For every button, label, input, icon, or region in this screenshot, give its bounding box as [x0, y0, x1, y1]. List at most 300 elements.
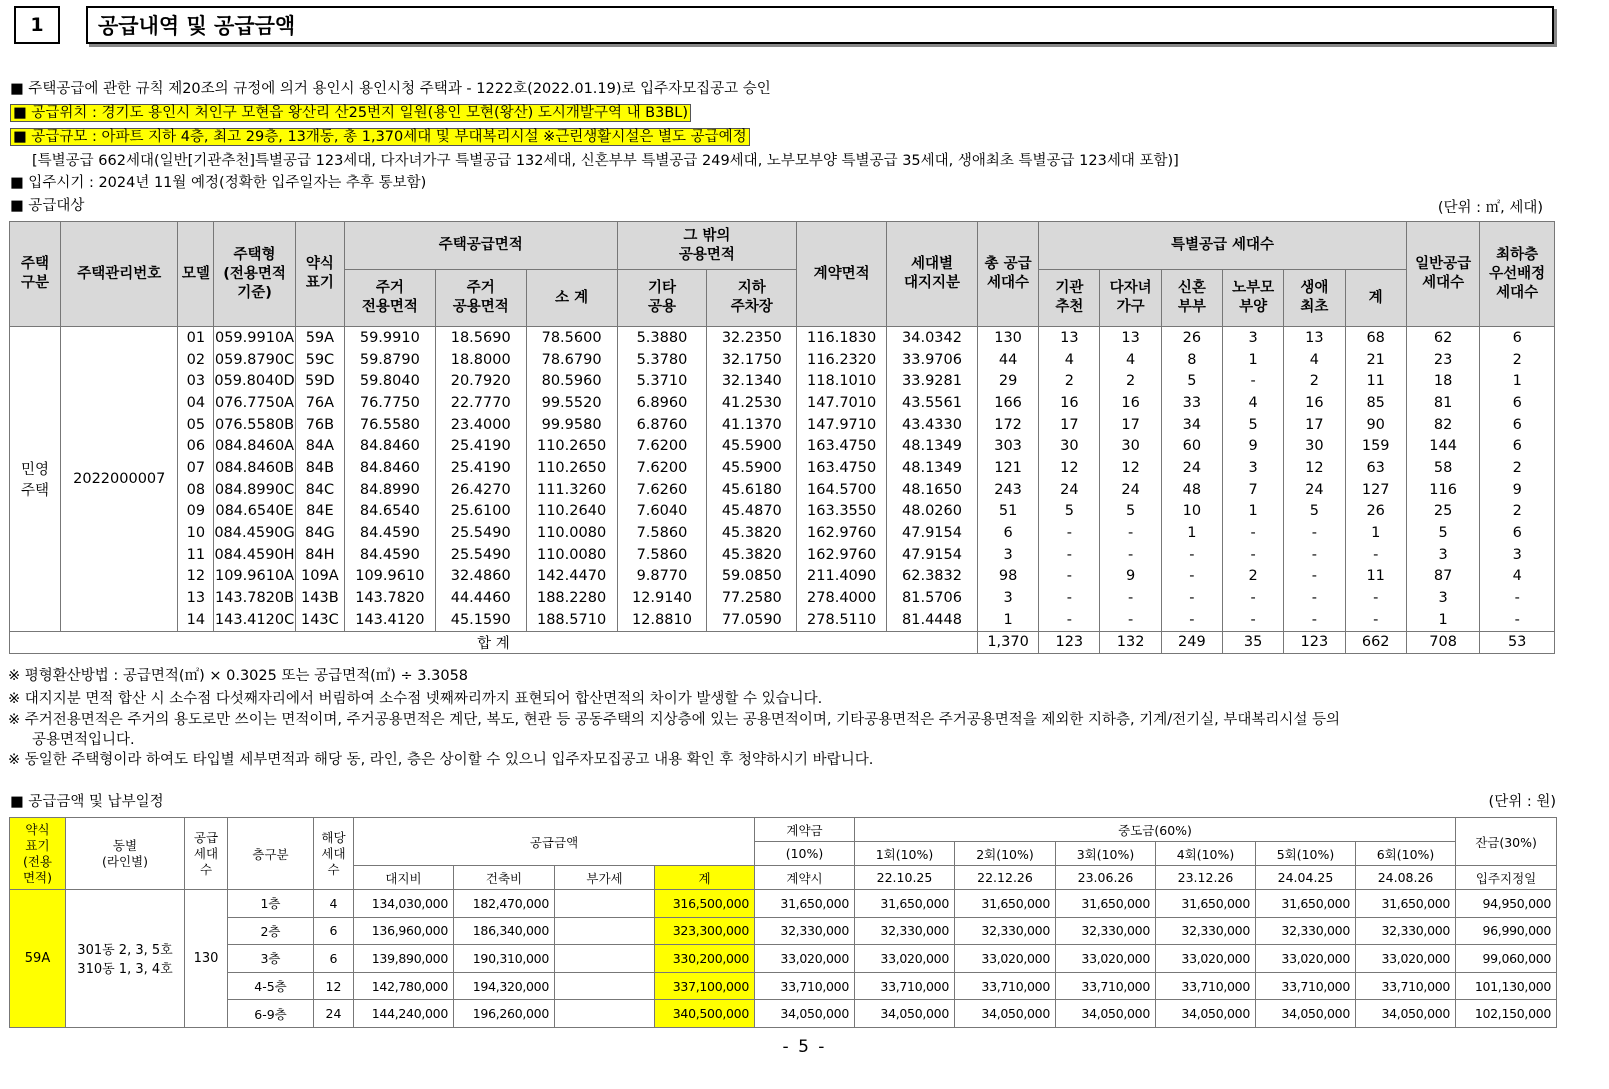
price-cell: 139,890,000	[354, 945, 454, 973]
unit-label-price: (단위 : 원)	[1488, 794, 1556, 810]
table-cell: 2	[1480, 457, 1555, 479]
table-cell: 76.7750	[344, 392, 435, 414]
table-cell: 59A	[295, 327, 344, 349]
table-cell: 59C	[295, 349, 344, 371]
table-cell: 33.9706	[887, 349, 978, 371]
table-cell: 143.4120	[344, 609, 435, 631]
price-col-abbr: 약식 표기 (전용 면적)	[10, 818, 66, 890]
table-cell: 12.8810	[617, 609, 707, 631]
price-col-d4: 23.12.26	[1156, 866, 1256, 890]
table-cell: -	[1345, 609, 1406, 631]
table-cell: 07	[178, 457, 214, 479]
table-cell: 47.9154	[887, 522, 978, 544]
price-cell: 102,150,000	[1456, 1000, 1557, 1028]
table-cell: 4	[1480, 566, 1555, 588]
table-cell: 7	[1223, 479, 1284, 501]
note-confirm: ※ 동일한 주택형이라 하여도 타입별 세부면적과 해당 동, 라인, 층은 상이할 수 있으니 입주자모집공고 내용 확인 후 청약하시기 바랍니다.	[8, 752, 874, 768]
table-cell: -	[1223, 370, 1284, 392]
table-cell: -	[1100, 587, 1161, 609]
table-cell: 110.0080	[526, 544, 617, 566]
table-cell: 02	[178, 349, 214, 371]
table-cell: 9	[1100, 566, 1161, 588]
price-cell	[555, 890, 655, 918]
price-cell: 33,710,000	[1356, 972, 1456, 1000]
table-cell: 25.5490	[435, 544, 526, 566]
table-cell: 45.6180	[707, 479, 797, 501]
table-cell: 48.0260	[887, 501, 978, 523]
table-cell: 144	[1406, 435, 1480, 457]
table-cell: 1	[1406, 609, 1480, 631]
table-cell: 278.5110	[797, 609, 887, 631]
table-cell: 33	[1161, 392, 1222, 414]
table-cell: 48.1349	[887, 435, 978, 457]
location-line	[10, 103, 691, 123]
table-cell: 78.5600	[526, 327, 617, 349]
table-cell: 24	[1100, 479, 1161, 501]
price-col-m3: 3회(10%)	[1056, 842, 1156, 866]
table-cell: 14	[178, 609, 214, 631]
table-cell: 164.5700	[797, 479, 887, 501]
table-cell: 159	[1345, 435, 1406, 457]
price-col-deposit-pct: (10%)	[755, 842, 855, 866]
price-col-m5: 5회(10%)	[1256, 842, 1356, 866]
total-cell: 1,370	[977, 631, 1038, 654]
table-cell: 45.5900	[707, 435, 797, 457]
table-cell: 12	[1039, 457, 1100, 479]
table-cell: 23.4000	[435, 414, 526, 436]
table-row	[10, 457, 1555, 479]
table-cell: 12	[1100, 457, 1161, 479]
table-cell: 162.9760	[797, 522, 887, 544]
table-cell: 3	[1223, 457, 1284, 479]
col-other-common: 그 밖의 공용면적	[617, 222, 797, 270]
table-cell: 3	[977, 544, 1038, 566]
table-cell: 12.9140	[617, 587, 707, 609]
table-cell: 188.5710	[526, 609, 617, 631]
price-col-m2: 2회(10%)	[955, 842, 1056, 866]
table-cell: 06	[178, 435, 214, 457]
table-cell: -	[1284, 522, 1345, 544]
col-land-share: 세대별 대지지분	[887, 222, 978, 327]
table-cell: 24	[1039, 479, 1100, 501]
table-cell: 84A	[295, 435, 344, 457]
note-land-share: ※ 대지지분 면적 합산 시 소수점 다섯째자리에서 버림하여 소수점 넷째짜리까지 표현되어 합산면적의 차이가 발생할 수 있습니다.	[8, 691, 823, 707]
table-cell: 26	[1161, 327, 1222, 349]
price-cell: 34,050,000	[1056, 1000, 1156, 1028]
price-col-d1: 22.10.25	[855, 866, 955, 890]
price-cell: 186,340,000	[454, 917, 555, 945]
table-cell: 13	[1039, 327, 1100, 349]
scale-line	[10, 127, 750, 147]
table-cell: 45.4870	[707, 501, 797, 523]
table-cell: 7.5860	[617, 544, 707, 566]
table-cell: 4	[1039, 349, 1100, 371]
price-cell: 33,710,000	[1156, 972, 1256, 1000]
table-cell: 7.6040	[617, 501, 707, 523]
col-priority: 최하층 우선배정 세대수	[1480, 222, 1555, 327]
table-cell: -	[1223, 587, 1284, 609]
table-cell: 6.8960	[617, 392, 707, 414]
price-cell: 144,240,000	[354, 1000, 454, 1028]
total-row	[10, 631, 1555, 654]
table-cell: 111.3260	[526, 479, 617, 501]
supply-table	[9, 221, 1555, 654]
price-row	[10, 1000, 1557, 1028]
table-cell: 23	[1406, 349, 1480, 371]
price-cell: 134,030,000	[354, 890, 454, 918]
note-area-definition-cont: 공용면적입니다.	[32, 732, 135, 748]
supply-units-cell: 130	[185, 890, 228, 1028]
table-cell: 76.5580	[344, 414, 435, 436]
col-model: 모델	[178, 222, 214, 327]
table-cell: 143B	[295, 587, 344, 609]
price-cell: 33,710,000	[1256, 972, 1356, 1000]
mgmt-number-cell: 2022000007	[61, 327, 178, 632]
table-row	[10, 522, 1555, 544]
price-cell: 1층	[228, 890, 314, 918]
table-cell: 59.8790	[344, 349, 435, 371]
price-cell: 31,650,000	[1156, 890, 1256, 918]
table-cell: 084.4590G	[214, 522, 296, 544]
table-cell: 10	[178, 522, 214, 544]
price-cell: 33,710,000	[855, 972, 955, 1000]
scale-highlight: ■ 공급규모 : 아파트 지하 4층, 최고 29층, 13개동, 총 1,370세대 및 부대복리시설 ※근린생활시설은 별도 공급예정	[10, 128, 750, 146]
location-highlight: ■ 공급위치 : 경기도 용인시 처인구 모현읍 왕산리 산25번지 일원(용인 모현(왕산) 도시개발구역 내 B3BL)	[10, 104, 691, 122]
table-cell: 166	[977, 392, 1038, 414]
total-cell: 249	[1161, 631, 1222, 654]
table-cell: 109.9610A	[214, 566, 296, 588]
table-cell: 84C	[295, 479, 344, 501]
table-cell: 84E	[295, 501, 344, 523]
total-cell: 708	[1406, 631, 1480, 654]
table-cell: 243	[977, 479, 1038, 501]
table-row	[10, 327, 1555, 349]
price-col-units: 해당 세대 수	[314, 818, 354, 890]
table-cell: -	[1345, 544, 1406, 566]
table-cell: 116	[1406, 479, 1480, 501]
price-col-d2: 22.12.26	[955, 866, 1056, 890]
price-row	[10, 890, 1557, 918]
price-cell: 101,130,000	[1456, 972, 1557, 1000]
table-cell: 130	[977, 327, 1038, 349]
table-cell: -	[1345, 587, 1406, 609]
table-cell: 45.3820	[707, 522, 797, 544]
table-row	[10, 609, 1555, 631]
price-cell: 33,020,000	[1256, 945, 1356, 973]
table-cell: 25	[1406, 501, 1480, 523]
table-cell: -	[1223, 522, 1284, 544]
table-cell: 7.5860	[617, 522, 707, 544]
table-cell: -	[1100, 522, 1161, 544]
table-cell: 30	[1284, 435, 1345, 457]
table-cell: 163.3550	[797, 501, 887, 523]
table-cell: 303	[977, 435, 1038, 457]
price-col-m6: 6회(10%)	[1356, 842, 1456, 866]
table-cell: 11	[1345, 370, 1406, 392]
table-row	[10, 392, 1555, 414]
table-cell: 98	[977, 566, 1038, 588]
table-cell: 01	[178, 327, 214, 349]
price-table	[9, 817, 1557, 1028]
price-cell: 31,650,000	[1056, 890, 1156, 918]
price-cell: 34,050,000	[755, 1000, 855, 1028]
price-col-floor: 층구분	[228, 818, 314, 890]
table-cell: 1	[977, 609, 1038, 631]
table-cell: 084.4590H	[214, 544, 296, 566]
table-cell: 26.4270	[435, 479, 526, 501]
table-cell: 6	[1480, 435, 1555, 457]
table-cell: 44.4460	[435, 587, 526, 609]
price-cell: 34,050,000	[1256, 1000, 1356, 1028]
table-cell: -	[1039, 609, 1100, 631]
col-parking: 지하 주차장	[707, 270, 797, 327]
table-cell: 13	[1284, 327, 1345, 349]
housing-category-cell: 민영 주택	[10, 327, 61, 632]
table-cell: 04	[178, 392, 214, 414]
price-cell: 194,320,000	[454, 972, 555, 1000]
price-col-total: 계	[655, 866, 755, 890]
table-cell: -	[1161, 544, 1222, 566]
table-cell: 084.8990C	[214, 479, 296, 501]
price-col-m4: 4회(10%)	[1156, 842, 1256, 866]
table-cell: 5	[1406, 522, 1480, 544]
table-cell: -	[1100, 544, 1161, 566]
price-cell: 196,260,000	[454, 1000, 555, 1028]
table-cell: 99.9580	[526, 414, 617, 436]
table-cell: 48.1650	[887, 479, 978, 501]
col-special-supply: 특별공급 세대수	[1039, 222, 1407, 270]
table-cell: 110.2640	[526, 501, 617, 523]
table-cell: 60	[1161, 435, 1222, 457]
table-cell: 162.9760	[797, 544, 887, 566]
table-cell: 03	[178, 370, 214, 392]
table-cell: -	[1161, 587, 1222, 609]
table-cell: 3	[1223, 327, 1284, 349]
price-cell: 142,780,000	[354, 972, 454, 1000]
table-cell: 34	[1161, 414, 1222, 436]
col-special-total: 계	[1345, 270, 1406, 327]
table-cell: 84.6540	[344, 501, 435, 523]
table-cell: 6	[1480, 392, 1555, 414]
col-subtotal: 소 계	[526, 270, 617, 327]
table-cell: 82	[1406, 414, 1480, 436]
col-supply-area: 주택공급면적	[344, 222, 617, 270]
table-cell: 84.8460	[344, 457, 435, 479]
col-institution: 기관 추천	[1039, 270, 1100, 327]
price-cell	[555, 917, 655, 945]
price-cell: 323,300,000	[655, 917, 755, 945]
table-cell: 084.8460A	[214, 435, 296, 457]
table-cell: -	[1223, 609, 1284, 631]
table-cell: 10	[1161, 501, 1222, 523]
table-cell: 2	[1100, 370, 1161, 392]
table-cell: 51	[977, 501, 1038, 523]
table-cell: 5	[1161, 370, 1222, 392]
table-cell: 84.4590	[344, 522, 435, 544]
table-cell: 30	[1100, 435, 1161, 457]
table-cell: 143C	[295, 609, 344, 631]
price-cell: 31,650,000	[855, 890, 955, 918]
table-cell: 43.4330	[887, 414, 978, 436]
table-cell: 11	[1345, 566, 1406, 588]
price-cell: 33,020,000	[1056, 945, 1156, 973]
table-cell: 121	[977, 457, 1038, 479]
table-cell: 116.1830	[797, 327, 887, 349]
table-cell: 41.1370	[707, 414, 797, 436]
table-cell: -	[1480, 609, 1555, 631]
price-section-title: ■ 공급금액 및 납부일정	[10, 794, 164, 810]
table-cell: 147.7010	[797, 392, 887, 414]
price-cell: 32,330,000	[1256, 917, 1356, 945]
table-cell: 5.3780	[617, 349, 707, 371]
table-cell: 4	[1223, 392, 1284, 414]
col-elderly: 노부모 부양	[1223, 270, 1284, 327]
price-cell: 32,330,000	[1156, 917, 1256, 945]
table-cell: 21	[1345, 349, 1406, 371]
table-cell: 059.8790C	[214, 349, 296, 371]
table-cell: 63	[1345, 457, 1406, 479]
price-col-supply-units: 공급 세대 수	[185, 818, 228, 890]
table-cell: 84H	[295, 544, 344, 566]
col-abbr: 약식 표기	[295, 222, 344, 327]
price-cell: 32,330,000	[955, 917, 1056, 945]
table-cell: 5.3710	[617, 370, 707, 392]
price-cell: 33,020,000	[1156, 945, 1256, 973]
table-cell: -	[1161, 566, 1222, 588]
price-cell: 3층	[228, 945, 314, 973]
unit-label-area: (단위 : ㎡, 세대)	[1437, 200, 1543, 216]
price-cell: 6-9층	[228, 1000, 314, 1028]
table-cell: 2	[1284, 370, 1345, 392]
table-cell: -	[1039, 544, 1100, 566]
supply-table-body	[10, 327, 1555, 654]
price-cell: 32,330,000	[1056, 917, 1156, 945]
table-cell: 77.0590	[707, 609, 797, 631]
price-cell: 34,050,000	[1156, 1000, 1256, 1028]
table-cell: 33.9281	[887, 370, 978, 392]
table-cell: 81	[1406, 392, 1480, 414]
table-cell: 34.0342	[887, 327, 978, 349]
table-cell: 62	[1406, 327, 1480, 349]
table-cell: 84B	[295, 457, 344, 479]
table-row	[10, 501, 1555, 523]
price-cell: 33,020,000	[755, 945, 855, 973]
table-cell: 45.3820	[707, 544, 797, 566]
table-cell: 85	[1345, 392, 1406, 414]
price-cell: 190,310,000	[454, 945, 555, 973]
table-cell: 5	[1039, 501, 1100, 523]
price-cell: 31,650,000	[1356, 890, 1456, 918]
table-cell: 84G	[295, 522, 344, 544]
table-cell: 32.1750	[707, 349, 797, 371]
table-cell: 81.4448	[887, 609, 978, 631]
table-cell: 59.8040	[344, 370, 435, 392]
table-cell: 24	[1284, 479, 1345, 501]
table-cell: 2	[1223, 566, 1284, 588]
price-cell: 24	[314, 1000, 354, 1028]
table-cell: 24	[1161, 457, 1222, 479]
table-cell: 45.5900	[707, 457, 797, 479]
supply-target-label: ■ 공급대상	[10, 198, 85, 214]
table-cell: -	[1284, 566, 1345, 588]
price-cell: 96,990,000	[1456, 917, 1557, 945]
table-cell: 7.6260	[617, 479, 707, 501]
price-cell: 99,060,000	[1456, 945, 1557, 973]
buildings-cell: 301동 2, 3, 5호 310동 1, 3, 4호	[66, 890, 185, 1028]
table-cell: 2	[1480, 349, 1555, 371]
table-cell: 84.4590	[344, 544, 435, 566]
table-cell: 59.9910	[344, 327, 435, 349]
table-cell: 3	[1406, 544, 1480, 566]
table-cell: 110.2650	[526, 435, 617, 457]
table-cell: 188.2280	[526, 587, 617, 609]
price-col-m1: 1회(10%)	[855, 842, 955, 866]
table-cell: 59D	[295, 370, 344, 392]
table-cell: 90	[1345, 414, 1406, 436]
table-cell: 62.3832	[887, 566, 978, 588]
table-cell: 11	[178, 544, 214, 566]
col-first-time: 생애 최초	[1284, 270, 1345, 327]
table-cell: 17	[1100, 414, 1161, 436]
price-cell: 337,100,000	[655, 972, 755, 1000]
table-cell: 143.4120C	[214, 609, 296, 631]
table-cell: 48	[1161, 479, 1222, 501]
table-cell: 30	[1039, 435, 1100, 457]
section-number: 1	[14, 6, 60, 44]
price-cell: 31,650,000	[1256, 890, 1356, 918]
price-cell: 31,650,000	[955, 890, 1056, 918]
table-cell: 45.1590	[435, 609, 526, 631]
table-cell: 084.6540E	[214, 501, 296, 523]
table-cell: 2	[1039, 370, 1100, 392]
table-cell: 87	[1406, 566, 1480, 588]
table-cell: 118.1010	[797, 370, 887, 392]
table-cell: 5	[1223, 414, 1284, 436]
table-cell: 76A	[295, 392, 344, 414]
price-col-d5: 24.04.25	[1256, 866, 1356, 890]
table-cell: 5	[1284, 501, 1345, 523]
price-cell: 330,200,000	[655, 945, 755, 973]
col-etc-common: 기타 공용	[617, 270, 707, 327]
table-cell: 059.8040D	[214, 370, 296, 392]
table-cell: 110.2650	[526, 457, 617, 479]
table-row	[10, 414, 1555, 436]
table-cell: 13	[1100, 327, 1161, 349]
table-cell: 6	[977, 522, 1038, 544]
table-cell: -	[1039, 587, 1100, 609]
price-col-building: 동별 (라인별)	[66, 818, 185, 890]
approval-line: ■ 주택공급에 관한 규칙 제20조의 규정에 의거 용인시 용인시청 주택과 - 1222호(2022.01.19)로 입주자모집공고 승인	[10, 81, 771, 97]
col-general-supply: 일반공급 세대수	[1406, 222, 1480, 327]
table-cell: 25.6100	[435, 501, 526, 523]
table-cell: 9	[1223, 435, 1284, 457]
table-cell: 84.8990	[344, 479, 435, 501]
price-cell: 33,710,000	[955, 972, 1056, 1000]
table-cell: 076.5580B	[214, 414, 296, 436]
table-cell: 147.9710	[797, 414, 887, 436]
table-cell: 48.1349	[887, 457, 978, 479]
table-cell: 109.9610	[344, 566, 435, 588]
price-cell: 4	[314, 890, 354, 918]
table-cell: 41.2530	[707, 392, 797, 414]
price-col-d6: 24.08.26	[1356, 866, 1456, 890]
table-cell: 110.0080	[526, 522, 617, 544]
table-cell: 09	[178, 501, 214, 523]
table-cell: 43.5561	[887, 392, 978, 414]
table-cell: 29	[977, 370, 1038, 392]
price-col-vat: 부가세	[555, 866, 655, 890]
price-col-build-cost: 건축비	[454, 866, 555, 890]
